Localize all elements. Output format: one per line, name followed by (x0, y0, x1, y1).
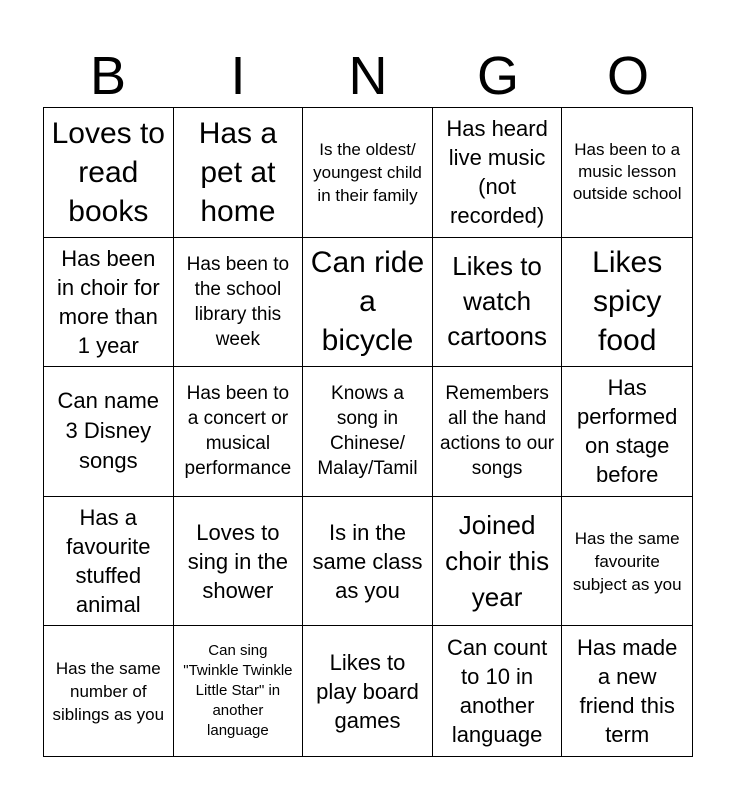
cell-text: Has a pet at home (198, 116, 278, 228)
cell-text: Is the oldest/ youngest child in their family (313, 139, 422, 205)
cell-text: Can count to 10 in another language (446, 635, 548, 748)
bingo-cell[interactable] (303, 238, 433, 368)
cell-text: Can name 3 Disney songs (57, 388, 160, 474)
bingo-cell[interactable] (433, 497, 563, 627)
bingo-cell[interactable] (433, 626, 563, 756)
bingo-cell[interactable] (562, 497, 692, 627)
header-letter-g: G (476, 46, 519, 106)
bingo-cell[interactable] (174, 238, 304, 368)
bingo-cell[interactable] (303, 626, 433, 756)
cell-text: Has heard live music (not recorded) (446, 116, 548, 229)
cell-text: Has been to a concert or musical performance (184, 383, 292, 480)
bingo-cell[interactable] (433, 238, 563, 368)
bingo-cell[interactable] (44, 238, 174, 368)
cell-text: Can sing "Twinkle Twinkle Little Star" in another language (183, 642, 293, 740)
cell-text: Likes to play board games (316, 649, 419, 733)
header-letter-o: O (606, 46, 649, 106)
cell-text: Loves to read books (51, 116, 165, 228)
bingo-cell[interactable] (174, 367, 304, 497)
cell-text: Can ride a bicycle (310, 246, 425, 358)
cell-text: Joined choir this year (445, 510, 550, 613)
bingo-cell[interactable] (44, 108, 174, 238)
bingo-cell[interactable] (303, 497, 433, 627)
cell-text: Likes spicy food (592, 246, 663, 358)
cell-text: Has performed on stage before (577, 375, 678, 488)
cell-text: Has been to the school library this week (186, 253, 290, 350)
header-letter-i: I (230, 46, 246, 106)
bingo-cell[interactable] (303, 367, 433, 497)
cell-text: Has the same favourite subject as you (572, 528, 682, 594)
bingo-board (43, 107, 693, 757)
bingo-cell[interactable] (174, 497, 304, 627)
bingo-cell[interactable] (562, 367, 692, 497)
bingo-cell[interactable] (562, 626, 692, 756)
bingo-cell[interactable] (44, 626, 174, 756)
cell-text: Has a favourite stuffed animal (66, 505, 151, 618)
cell-text: Likes to watch cartoons (447, 251, 547, 352)
bingo-cell[interactable] (433, 108, 563, 238)
bingo-header (43, 44, 693, 108)
bingo-cell[interactable] (174, 108, 304, 238)
cell-text: Is in the same class as you (312, 519, 423, 603)
cell-text: Has been to a music lesson outside school (572, 140, 682, 204)
header-letter-n: N (348, 46, 388, 106)
cell-text: Has made a new friend this term (577, 635, 678, 748)
bingo-cell[interactable] (44, 497, 174, 627)
bingo-cell[interactable] (303, 108, 433, 238)
cell-text: Loves to sing in the shower (187, 519, 289, 603)
bingo-cell[interactable] (174, 626, 304, 756)
bingo-cell[interactable] (433, 367, 563, 497)
bingo-cell[interactable] (44, 367, 174, 497)
bingo-cell[interactable] (562, 238, 692, 368)
cell-text: Has the same number of siblings as you (52, 658, 165, 724)
bingo-cell[interactable] (562, 108, 692, 238)
cell-text: Remembers all the hand actions to our songs (440, 383, 555, 480)
cell-text: Knows a song in Chinese/ Malay/Tamil (317, 383, 418, 480)
header-letter-b: B (89, 46, 127, 106)
cell-text: Has been in choir for more than 1 year (56, 245, 160, 358)
